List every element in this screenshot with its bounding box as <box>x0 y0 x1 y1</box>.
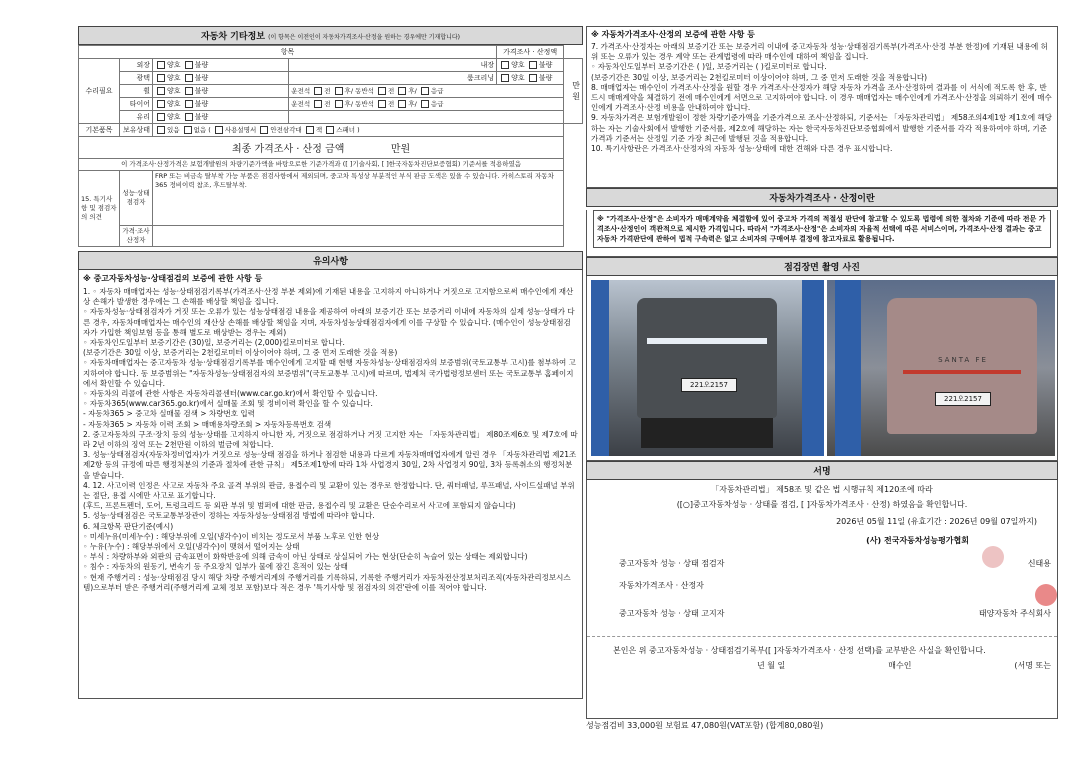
other-info-table: 항목 가격조사 · 산정액 수리필요 외장 양호 불량 내장 양호 불량 만원 광택 양호 불량 룸크리닝 양호 불량 휠 양호 불량 운전석 전 후/ 동반석 전 후/ 응급 타이어 양호 불량 운전석 전 후/ 동반석 전 후/ 응급 유리 양호 불량 기본품목 보유상태 있음 없음 ( 사용설명서 안전삼각대 잭 스패너 ) 최종 가격조사 · 산정 금액 만원 이 가격조사·산정가격은 보험개발원의 차량기준가액을 바탕으로한 기준가격과 ([ ]기술사회, [ ]한국자동차진단보증협회) 기준서를 적용하였음 15. 특기사항 및 점검자의 의견 성능·상태 점검자 FRP 또는 비금속 탈부착 가능 부품은 점검사항에서 제외되며, 중고차 특성상 부분적인 부식 판금 도색은 있을 수 있습니다. 카히스토리 자동차365 정비이력 참조, 후드탈부착. 가격·조사 산정자 <box>78 45 583 247</box>
driver-label: 운전석 <box>291 86 311 95</box>
right-pane <box>586 26 1058 719</box>
checkbox[interactable] <box>260 126 268 134</box>
notice-item: ◦ 자동차성능·상태점검자가 거짓 또는 오류가 있는 성능상태점검 내용을 제공하여 아래의 보증기간 또는 보증거리 이내에 자동차의 실제 성능·상태가 다른 경우, 자동차매매업자는 매수인의 재산상 손해를 배상할 책임을 지며, 자동차성능상태점검자에게 이를 구상할 수 있습니다. (매수인이 성능상태점검자가 가입한 책임보험 등을 통해 별도로 배상받는 경우는 제외) <box>83 307 575 337</box>
checkbox[interactable] <box>157 87 165 95</box>
price-def-title: 자동차가격조사 · 산정이란 <box>586 188 1058 207</box>
repair-label: 수리필요 <box>79 59 120 124</box>
col-price: 가격조사 · 산정액 <box>497 46 564 59</box>
checkbox[interactable] <box>185 61 193 69</box>
notice-item: ◦ 자동차의 리콜에 관한 사항은 자동차리콜센터(www.car.go.kr)에서 확인할 수 있습니다. <box>83 389 378 399</box>
sign-title: 서명 <box>586 461 1058 480</box>
opt-good: 양호 <box>511 74 525 82</box>
notice-item: ◦ 침수 : 자동차의 원동기, 변속기 등 주요장치 일부가 물에 잠긴 흔적이 있는 상태 <box>83 562 348 572</box>
opt-front: 전 <box>324 99 331 108</box>
checkbox[interactable] <box>529 61 537 69</box>
notice-item: (후드, 프론트펜더, 도어, 트렁크리드 등 외판 부위 및 범퍼에 대한 판금, 용접수리 및 교환은 단순수리로서 사고에 포함되지 않습니다) <box>83 501 516 511</box>
opt-rear: 후 <box>408 86 415 95</box>
guarantee-item: 9. 자동차가격은 보험개발원이 정한 차량기준가액을 기준가격으로 조사·산정하되, 기준서는 「자동차관리법」 제58조의4제1항 제1호에 해당하는 자는 기술사회에서 발행한 기준서를, 제2호에 해당하는 자는 한국자동차진단보증협회에서 발행한 기준서를 각각 적용하여야 하며, 기준가격과 기준서는 산정일 기준 가장 최근에 발행된 것을 적용합니다. <box>591 113 1052 143</box>
checkbox[interactable] <box>421 100 429 108</box>
row-tire: 타이어 <box>120 98 153 111</box>
opt-none: 없음 <box>193 125 207 134</box>
notice-list <box>79 287 582 593</box>
notice-title: 유의사항 <box>78 251 583 270</box>
opt-good: 양호 <box>167 74 181 82</box>
checkbox[interactable] <box>185 74 193 82</box>
notice-item: ◦ 미세누유(미세누수) : 해당부위에 오일(냉각수)이 비치는 정도로서 부품 노후로 인한 현상 <box>83 531 380 541</box>
opt-rear: 후 <box>344 99 351 108</box>
opt-bad: 불량 <box>194 113 209 121</box>
inspection-photo-front <box>591 280 824 456</box>
col-item: 항목 <box>79 46 497 59</box>
opt-front: 전 <box>324 86 331 95</box>
guarantee-item: ◦ 자동차인도일부터 보증기간은 ( )일, 보증거리는 ( )킬로미터로 합니다. <box>591 62 827 72</box>
opt-bad: 불량 <box>194 61 209 69</box>
checkbox[interactable] <box>335 87 343 95</box>
opt-front: 전 <box>388 86 395 95</box>
opt-spanner: 스패너 <box>336 125 356 134</box>
opt-bad: 불량 <box>538 74 553 82</box>
opt-emergency: 응급 <box>430 99 444 108</box>
notice-item: ◦ 누유(누수) : 해당부위에서 오일(냉각수)이 맺혀서 떨어지는 상태 <box>83 542 300 552</box>
confirm-text: 본인은 위 중고자동차성능 · 상태점검기록부([ ]자동차가격조사 · 산정 선택)를 교부받은 사실을 확인합니다. <box>587 636 1057 656</box>
checkbox[interactable] <box>501 61 509 69</box>
basic-item: 보유상태 <box>120 124 153 137</box>
plate-front: 221오2157 <box>681 378 737 392</box>
sign-box <box>586 480 1058 719</box>
checkbox[interactable] <box>378 100 386 108</box>
notice-item: ◦ 자동차인도일부터 보증기간은 (30)일, 보증거리는 (2,000)킬로미터로 합니다. <box>83 338 345 348</box>
notifier-label: 중고자동차 성능 · 상태 고지자 <box>619 608 725 618</box>
checkbox[interactable] <box>421 87 429 95</box>
checkbox[interactable] <box>335 100 343 108</box>
checkbox[interactable] <box>501 74 509 82</box>
other-info-note: (이 항목은 이전인이 자동차가격조사·산정을 원하는 경우에만 기재합니다) <box>268 34 461 41</box>
passenger-label: 동반석 <box>355 99 374 108</box>
notice-subtitle: ※ 중고자동차성능·상태점검의 보증에 관한 사항 등 <box>83 274 263 283</box>
checkbox[interactable] <box>306 126 314 134</box>
price-def-box <box>586 210 1058 257</box>
opt-good: 양호 <box>167 87 181 95</box>
notice-item: ◦ 부식 : 차량하부와 외판의 금속표면이 화학반응에 의해 금속이 아닌 상태로 상실되어 가는 현상(단순히 녹슬어 있는 상태는 제외합니다) <box>83 552 528 562</box>
notice-item: - 자동차365 > 자동차 이력 조회 > 매매용차량조회 > 자동차등록번호 검색 <box>83 419 332 429</box>
plate-rear: 221오2157 <box>935 392 991 406</box>
opt-rear: 후 <box>344 86 351 95</box>
opt-bad: 불량 <box>194 100 209 108</box>
row-room: 룸크리닝 <box>289 72 497 85</box>
final-price-unit: 만원 <box>390 144 411 155</box>
notice-box <box>78 270 583 699</box>
inspector-label: 중고자동차 성능 · 상태 점검자 <box>619 558 725 568</box>
opt-bad: 불량 <box>194 87 209 95</box>
buyer-label: 매수인 <box>888 661 912 670</box>
row-interior: 내장 <box>289 59 497 72</box>
notice-item: 4. 12. 사고이력 인정은 사고로 자동차 주요 골격 부위의 판금, 용접수리 및 교환이 있는 경우로 한정합니다. 단, 쿼터패널, 루프패널, 사이드실패널 부위는 절단, 용접 시에만 사고로 표기합니다. <box>83 480 575 501</box>
opt-rear: 후 <box>408 99 415 108</box>
fee-text: 성능점검비 33,000원 보험료 47,080원(VAT포함) (합계80,080원) <box>586 721 824 730</box>
opt-bad: 불량 <box>194 74 209 82</box>
perf-label: 성능·상태 점검자 <box>120 171 153 226</box>
opt-triangle: 안전삼각대 <box>270 125 302 134</box>
guarantee-item: (보증기간은 30일 이상, 보증거리는 2천킬로미터 이상이어야 하며, 그 중 먼저 도래한 것을 적용합니다) <box>591 72 928 82</box>
checkbox[interactable] <box>314 87 322 95</box>
appraiser-label: 자동차가격조사 · 산정자 <box>619 580 704 590</box>
basic-label: 기본품목 <box>79 124 120 137</box>
checkbox[interactable] <box>398 87 406 95</box>
notice-item: ◦ 현재 주행거리 : 성능·상태점검 당시 해당 차량 주행거리계의 주행거리를 기록하되, 기록한 주행거리가 자동차전산정보처리조직(자동차관리정보시스템)으로부터 받은 주행거리(주행거리계 교체 정보 포함)보다 적은 경우 '특기사항 및 점검자의 의견'란에 이를 적어야 합니다. <box>83 572 571 592</box>
buyer-sign: (서명 또는 <box>1014 661 1051 670</box>
sign-line2: ([○]중고자동차성능 · 상태를 점검, [ ]자동차가격조사 · 산정) 하였음을 확인합니다. <box>676 500 968 509</box>
notice-item: ◦ 자동차365(www.car365.go.kr)에서 실매물 조회 및 정비이력 확인을 할 수 있습니다. <box>83 399 373 409</box>
driver-label: 운전석 <box>291 99 311 108</box>
sign-org: (사) 전국자동차성능평가협회 <box>866 536 969 545</box>
price-def-text: ※ "가격조사·산정"은 소비자가 매매계약을 체결함에 있어 중고차 가격의 적절성 판단에 참고할 수 있도록 법령에 의한 절차와 기준에 따라 전문 가격조사·산정인이 객관적으로 제시한 가격입니다. 따라서 "가격조사·산정"은 소비자의 자율적 선택에 따른 서비스이며, 가격조사·산정 결과는 중고자동차 가격판단에 관하여 법적 구속력은 없고 소비자의 구매여부 결정에 참고자료로 활용됩니다. <box>593 210 1051 248</box>
guarantee-item: 7. 가격조사·산정자는 아래의 보증기간 또는 보증거리 이내에 중고자동차 성능·상태점검기록부(가격조사·산정 부분 한정)에 기재된 내용에 허위 또는 오류가 있는 경우 계약 또는 관계법령에 따라 매수인에 대하여 책임을 집니다. <box>591 42 1048 62</box>
notice-item: ◦ 자동차매매업자는 중고자동차 성능·상태점검기록부를 매수인에게 고지할 때 현행 자동차성능·상태점검자의 보증범위(국토교통부 고시)를 첨부하여 고지하여야 합니다. 동 보증범위는 "자동차성능·상태점검자의 보증범위"(국토교통부 고시)에 따르며, 법제처 국가법령정보센터 또는 국토교통부 홈페이지에서 확인할 수 있습니다. <box>83 358 576 388</box>
perf-text: FRP 또는 비금속 탈부착 가능 부품은 점검사항에서 제외되며, 중고차 특성상 부분적인 부식 판금 도색은 있을 수 있습니다. 카히스토리 자동차365 정비이력 참조, 후드탈부착. <box>153 171 564 226</box>
seal-stamp <box>982 546 1004 568</box>
opt-good: 양호 <box>167 100 181 108</box>
checkbox[interactable] <box>529 74 537 82</box>
row-wheel: 휠 <box>120 85 153 98</box>
row-glass: 유리 <box>120 111 153 124</box>
opt-good: 양호 <box>167 113 181 121</box>
checkbox[interactable] <box>326 126 334 134</box>
notifier-name: 태양자동차 주식회사 <box>978 608 1051 618</box>
guarantee-item: 8. 매매업자는 매수인이 가격조사·산정을 원할 경우 가격조사·산정자가 해당 자동차 가격을 조사·산정하여 결과를 이 서식에 적도록 한 후, 반드시 매매계약을 체결하기 전에 매수인에게 서면으로 고지하여야 합니다. 이 경우 매매업자는 매수인에게 가격조사·산정을 의뢰하기 전에 매수인에게 가격조사·산정 비용을 안내하여야 합니다. <box>591 82 1052 113</box>
opt-good: 양호 <box>511 61 525 69</box>
confirm-date: 년 월 일 <box>757 661 786 670</box>
row-gloss: 광택 <box>120 72 153 85</box>
checkbox[interactable] <box>398 100 406 108</box>
opt-jack: 잭 <box>315 125 323 134</box>
sign-line1: 「자동차관리법」 제58조 및 같은 법 시행규칙 제120조에 따라 <box>711 485 933 494</box>
price-label: 가격·조사 산정자 <box>120 226 153 247</box>
checkbox[interactable] <box>185 87 193 95</box>
sign-date: 2026년 05월 11일 (유효기간 : 2026년 09월 07일까지) <box>836 517 1037 526</box>
notice-item: - 자동차365 > 중고차 실매물 검색 > 차량번호 입력 <box>83 409 255 419</box>
document-sheet <box>78 18 1058 750</box>
notice-item: (보증기간은 30일 이상, 보증거리는 2천킬로미터 이상이어야 하며, 그 중 먼저 도래한 것을 적용) <box>83 348 398 358</box>
left-pane <box>78 26 583 699</box>
opt-good: 양호 <box>167 61 181 69</box>
opt-bad: 불량 <box>538 61 553 69</box>
checkbox[interactable] <box>157 113 165 121</box>
checkbox[interactable] <box>157 61 165 69</box>
notice-item: 2. 중고자동차의 구조·장치 등의 성능·상태를 고지하지 아니한 자, 거짓으로 점검하거나 거짓 고지한 자는 「자동차관리법」 제80조제6호 및 제7호에 따라 2년 이하의 징역 또는 2천만원 이하의 벌금에 처합니다. <box>83 429 578 450</box>
checkbox[interactable] <box>185 113 193 121</box>
inspection-photo-rear <box>827 280 1055 456</box>
photo-brand: SANTA FE <box>938 356 988 364</box>
final-price-label: 최종 가격조사 · 산정 금액 <box>231 144 345 155</box>
photo-title: 점검장면 촬영 사진 <box>586 257 1058 276</box>
guarantee-box <box>586 26 1058 188</box>
opt-have: 있음 <box>167 125 180 134</box>
checkbox[interactable] <box>184 126 192 134</box>
inspector-name: 신태용 <box>1027 558 1051 568</box>
opt-manual: 사용설명서 <box>224 125 257 134</box>
other-info-title: 자동차 기타정보 <box>200 32 265 42</box>
notice-item: 3. 성능·상태점검자(자동차정비업자)가 거짓으로 성능·상태 점검을 하거나 점검한 내용과 다르게 자동차매매업자에게 알린 경우 「자동차관리법 제21조제2항 등의 규정에 따른 행정처분의 기준과 절차에 관한 규칙」 제5조제1항에 따라 1차 사업경지 30일, 2차 사업정지 90일, 3차 등록취소의 행정처분을 받습니다. <box>83 450 577 480</box>
other-info-header <box>78 26 583 45</box>
guarantee-title: ※ 자동차가격조사·산정의 보증에 관한 사항 등 <box>591 30 755 39</box>
special-label: 15. 특기사항 및 점검자의 의견 <box>79 171 120 247</box>
standard-text: 이 가격조사·산정가격은 보험개발원의 차량기준가액을 바탕으로한 기준가격과 ([ ]기술사회, [ ]한국자동차진단보증협회) 기준서를 적용하였음 <box>79 159 564 171</box>
guarantee-list <box>587 42 1057 154</box>
passenger-label: 동반석 <box>355 86 374 95</box>
notice-item: 1. ◦ 자동차 매매업자는 성능·상태점검기록부(가격조사·산정 부분 제외)에 기재된 내용을 고지하지 아니하거나 거짓으로 고지함으로써 매수인에게 재산상 손해가 발생한 경우에는 그 손해를 배상할 책임을 집니다. <box>83 287 574 307</box>
notice-item: 5. 성능·상태점검은 국토교통부장관이 정하는 자동차성능·상태점검 방법에 따라야 합니다. <box>83 511 375 521</box>
unit-manwon: 만원 <box>564 59 583 124</box>
checkbox[interactable] <box>378 87 386 95</box>
checkbox[interactable] <box>157 126 165 134</box>
opt-emergency: 응급 <box>430 86 444 95</box>
photo-area <box>586 276 1058 461</box>
inspector-stamp <box>1035 584 1057 606</box>
checkbox[interactable] <box>314 100 322 108</box>
checkbox[interactable] <box>157 74 165 82</box>
checkbox[interactable] <box>215 126 223 134</box>
checkbox[interactable] <box>157 100 165 108</box>
notice-item: 6. 체크항목 판단기준(예시) <box>83 521 174 531</box>
checkbox[interactable] <box>185 100 193 108</box>
guarantee-item: 10. 특기사항란은 가격조사·산정자의 자동차 성능·상태에 대한 견해와 다른 경우 표시합니다. <box>591 144 893 154</box>
row-exterior: 외장 <box>120 59 153 72</box>
opt-front: 전 <box>388 99 395 108</box>
